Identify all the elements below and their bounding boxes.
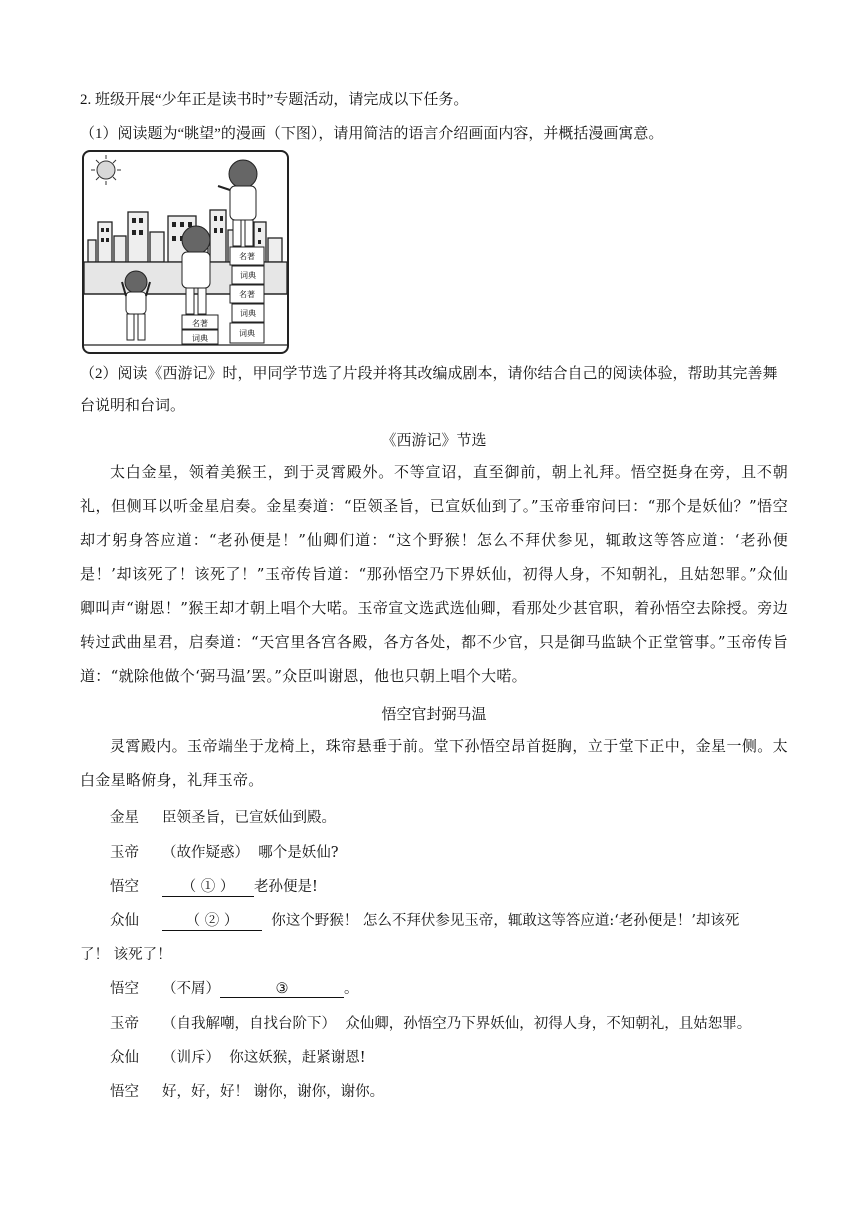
book-label: 词典 (239, 329, 255, 338)
tall-book-stack (230, 247, 264, 343)
cartoon-image (82, 150, 289, 354)
middle-book-stack (182, 315, 218, 344)
excerpt-text: 太白金星，领着美猴王，到于灵霄殿外。不等宣诏，直至御前，朝上礼拜。悟空挺身在旁，且不朝礼，但侧耳以听金星启奏。金星奏道：“臣领圣旨，已宣妖仙到了。”玉帝垂帘问曰：“那个是妖仙？”悟空却才躬身答应道：“老孙便是！”仙卿们道：“这个野猴！怎么不拜伏参见，辄敢这等答应道：‘老孙便是！’却该死了！该死了！”玉帝传旨道：“那孙悟空乃下界妖仙，初得人身，不知朝礼，且姑恕罪。”众仙卿叫声“谢恩！”猴王却才朝上唱个大喏。玉帝宣文选武选仙卿，看那处少甚官职，着孙悟空去除授。旁边转过武曲星君，启奏道：“天宫里各宫各殿，各方各处，都不少官，只是御马监缺个正堂管事。”玉帝传旨道：“就除他做个‘弼马温’罢。”众臣叫谢恩，他也只朝上唱个大喏。 (80, 463, 788, 685)
answer-blank-2[interactable]: （ ② ） (162, 909, 262, 931)
stage-direction: 灵霄殿内。玉帝端坐于龙椅上，珠帘悬垂于前。堂下孙悟空昂首挺胸，立于堂下正中，金星一侧。太白金星略俯身，礼拜玉帝。 (80, 737, 788, 789)
book-label: 名著 (192, 319, 208, 328)
excerpt-title: 《西游记》节选 (381, 431, 487, 449)
answer-blank-3[interactable]: ③ (220, 981, 344, 998)
line-text: 了！ 该死了！ (80, 947, 172, 963)
script-title: 悟空官封弼马温 (381, 705, 487, 723)
stage-note: （故作疑惑） (162, 845, 249, 861)
line-text: 你这个野猴！ 怎么不拜伏参见玉帝，辄敢这等答应道:‘老孙便是！’却该死 (271, 913, 740, 929)
role-name: 众仙 (110, 913, 139, 929)
line-text: 哪个是妖仙? (258, 845, 339, 861)
line-text: 老孙便是! (254, 879, 318, 895)
line-text: 好，好，好！ 谢你，谢你，谢你。 (162, 1084, 385, 1100)
dialogue-line (110, 841, 790, 862)
stage-note: （不屑） (162, 981, 220, 997)
book-label: 名著 (239, 290, 255, 299)
book-label: 词典 (192, 334, 208, 343)
answer-blank-1[interactable]: （ ① ） (162, 875, 254, 897)
line-text: 众仙卿，孙悟空乃下界妖仙，初得人身，不知朝礼，且姑恕罪。 (345, 1016, 752, 1032)
dialogue-line-continued (80, 943, 760, 964)
stage-note: （训斥） (162, 1050, 220, 1066)
stage-note: （自我解嘲，自找台阶下） (162, 1016, 336, 1032)
book-label: 词典 (240, 309, 256, 318)
book-label: 词典 (240, 271, 256, 280)
dialogue-line (110, 806, 790, 827)
dialogue-line (110, 1080, 790, 1101)
dialogue-line (110, 1012, 790, 1033)
role-name: 玉帝 (110, 845, 139, 861)
task-2-prompt-line2: 台说明和台词。 (80, 398, 186, 414)
middle-child-figure (182, 226, 210, 314)
task-2-prompt-line1: （2）阅读《西游记》时，甲同学节选了片段并将其改编成剧本，请你结合自己的阅读体验，帮助其完善舞 (80, 366, 778, 382)
book-label: 名著 (239, 252, 255, 261)
dialogue-line (110, 1046, 790, 1067)
dialogue-line (110, 909, 790, 931)
line-text: 臣领圣旨，已宣妖仙到殿。 (162, 810, 336, 826)
small-child-figure (122, 271, 150, 340)
dialogue-line (110, 875, 790, 897)
role-name: 悟空 (110, 1084, 139, 1100)
question-title: 2. 班级开展“少年正是读书时”专题活动，请完成以下任务。 (80, 92, 469, 108)
cartoon-drawing (84, 152, 287, 352)
role-name: 众仙 (110, 1050, 139, 1066)
role-name: 玉帝 (110, 1016, 139, 1032)
line-text: 你这妖猴，赶紧谢恩! (229, 1050, 366, 1066)
role-name: 悟空 (110, 879, 139, 895)
sun-icon (91, 155, 121, 185)
role-name: 悟空 (110, 981, 139, 997)
dialogue-line (110, 977, 790, 998)
line-text: 。 (344, 981, 359, 997)
role-name: 金星 (110, 810, 139, 826)
task-1-prompt: （1）阅读题为“眺望”的漫画（下图），请用简洁的语言介绍画面内容，并概括漫画寓意。 (80, 126, 664, 142)
